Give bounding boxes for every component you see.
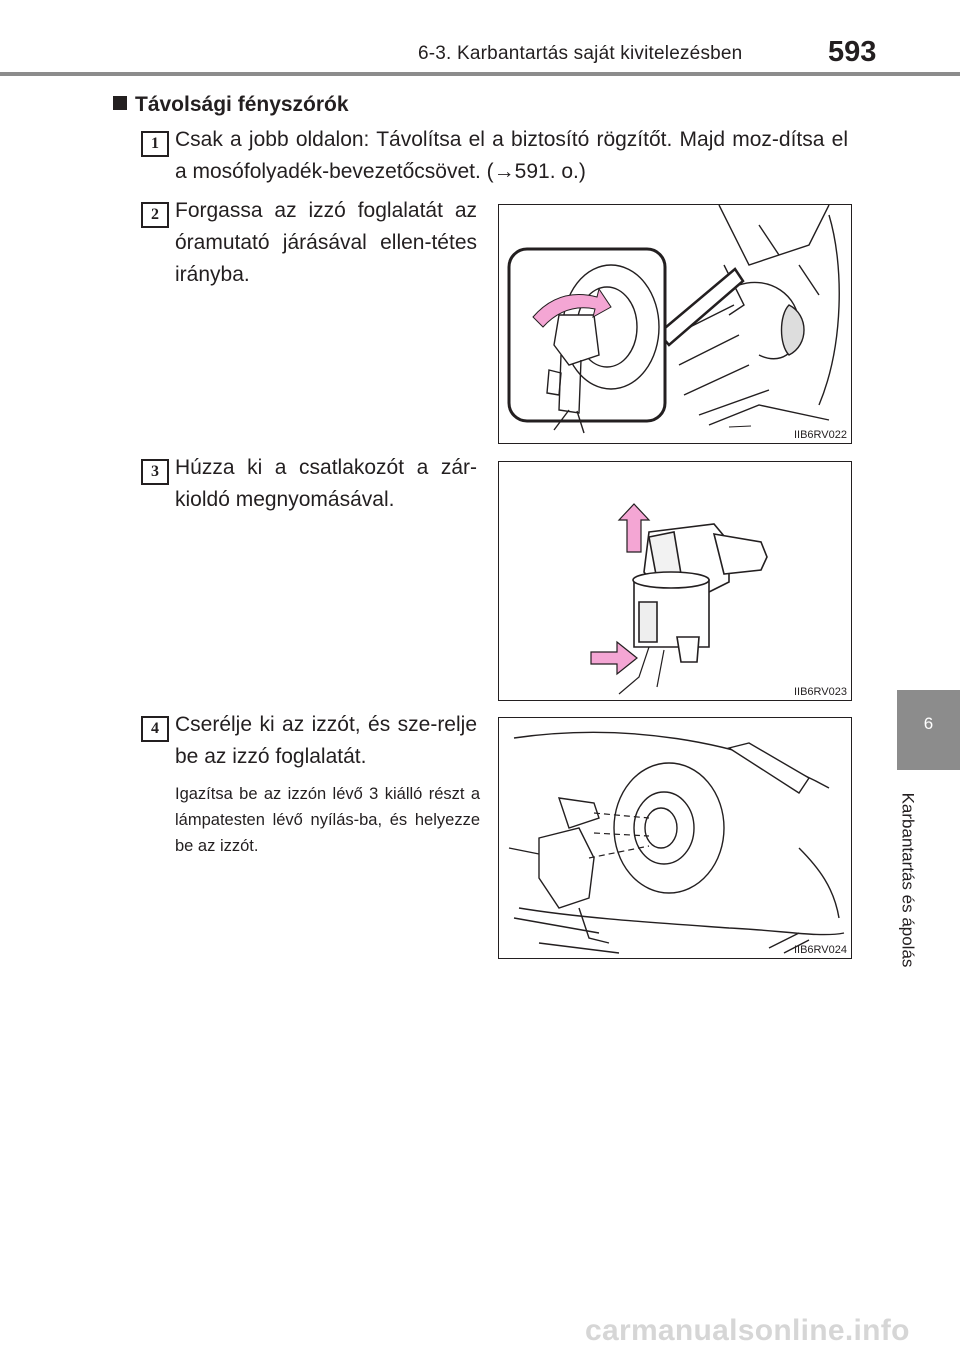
chapter-title: Karbantartás és ápolás — [898, 792, 918, 968]
step-badge-1: 1 — [141, 131, 169, 157]
rotate-socket-illustration — [499, 205, 851, 443]
step-3-text: Húzza ki a csatlakozót a zár-kioldó megnyomásával. — [175, 456, 477, 511]
page-number: 593 — [828, 36, 877, 68]
footer-watermark: carmanualsonline.info — [585, 1314, 910, 1347]
step-4-note: Igazítsa be az izzón lévő 3 kiálló részt a lámpatesten lévő nyílás-ba, és helyezze be az izzót. — [175, 785, 480, 855]
step-badge-3: 3 — [141, 459, 169, 485]
figure-code: IIB6RV023 — [793, 686, 847, 698]
figure-code: IIB6RV022 — [793, 429, 847, 441]
section-title — [113, 93, 349, 117]
step-badge-4: 4 — [141, 716, 169, 742]
step-4-text: Cserélje ki az izzót, és sze-relje be az izzó foglalatát. — [175, 713, 477, 768]
install-bulb-illustration — [499, 718, 851, 958]
section-title-text: Távolsági fényszórók — [135, 93, 349, 116]
chapter-title-vertical — [880, 780, 935, 990]
figure-rotate-bulb-socket — [498, 204, 852, 444]
step-1-text: Csak a jobb oldalon: Távolítsa el a biztosító rögzítőt. Majd moz-dítsa el a mosófolyadék-bevezetőcsövet. (→591. o.) — [175, 128, 848, 183]
chapter-number: 6 — [923, 714, 934, 733]
figure-install-bulb — [498, 717, 852, 959]
connector-illustration — [499, 462, 851, 700]
figure-disconnect-connector — [498, 461, 852, 701]
running-header-section: 6-3. Karbantartás saját kivitelezésben — [418, 43, 743, 64]
step-badge-2: 2 — [141, 202, 169, 228]
header-rule — [0, 72, 960, 76]
figure-code: IIB6RV024 — [793, 944, 847, 956]
square-bullet-icon — [113, 96, 127, 110]
step-2-text: Forgassa az izzó foglalatát az óramutató járásával ellen-tétes irányba. — [175, 199, 477, 286]
chapter-tab — [897, 690, 960, 770]
